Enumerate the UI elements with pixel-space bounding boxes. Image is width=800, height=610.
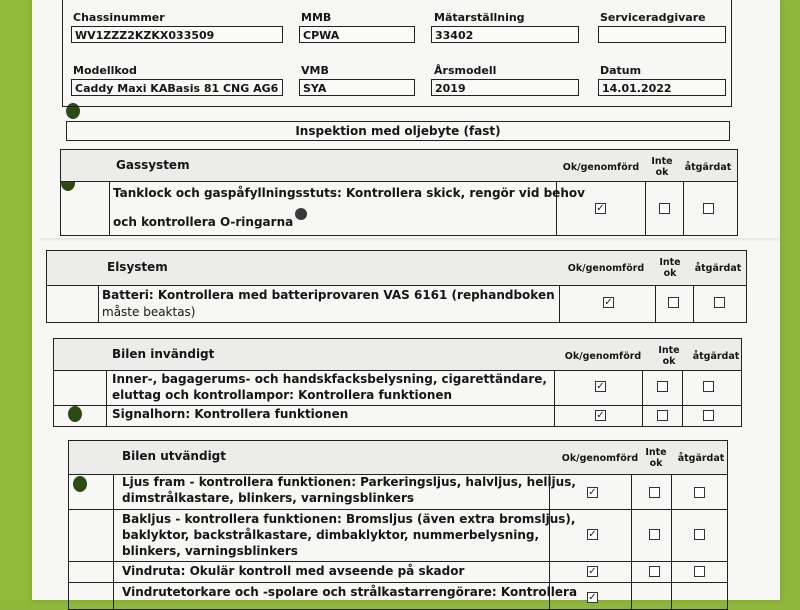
checkbox-ok[interactable]: ✓ [588,592,597,603]
row-text: blinkers, varningsblinkers [122,544,298,558]
divider [109,181,110,235]
checkbox-ok[interactable]: ✓ [588,529,597,540]
divider [671,474,672,609]
divider [113,474,114,609]
checkbox-done[interactable] [694,529,705,540]
field-datum: 14.01.2022 [598,79,726,96]
col-header-ok: Ok/genomförd [562,162,640,173]
divider [693,285,694,322]
row-text: eluttag och kontrollampor: Kontrollera funktionen [112,388,453,402]
checkbox-done[interactable] [703,381,714,392]
row-text: måste beaktas) [102,305,196,319]
divider [98,285,99,322]
checkbox-ok[interactable]: ✓ [588,566,597,577]
col-header-done: åtgärdat [677,453,725,464]
divider [554,370,555,426]
col-header-not-ok: Inte ok [659,257,681,279]
row-text: dimstrålkastare, blinkers, varningsblinkers [122,491,415,505]
row-text: baklyktor, backstrålkastare, dimbaklyktor, nummerbelysning, [122,528,540,542]
divider [655,285,656,322]
field-label-datum: Datum [600,64,642,77]
section-title: Bilen invändigt [112,347,215,361]
checkbox-not-ok[interactable] [649,566,660,577]
col-header-ok: Ok/genomförd [561,453,639,464]
col-header-done: åtgärdat [684,162,732,173]
row-divider [69,582,727,583]
section-title: Bilen utvändigt [122,449,227,463]
row-text: Bakljus - kontrollera funktionen: Bromsljus (även extra bromsljus), [122,512,576,526]
divider [682,370,683,426]
field-label-serviceradgivare: Serviceradgivare [600,11,706,24]
checkbox-ok[interactable]: ✓ [596,381,605,392]
col-header-not-ok: Inte ok [645,447,667,469]
col-header-not-ok: Inte ok [658,345,680,367]
divider [645,181,646,235]
divider [559,285,560,322]
field-modellkod: Caddy Maxi KABasis 81 CNG AG6 [71,79,283,96]
checkbox-not-ok[interactable] [659,203,670,214]
row-divider [69,561,727,562]
row-text: Batteri: Kontrollera med batteriprovaren VAS 6161 (rephandboken [102,288,555,302]
section-title: Elsystem [107,260,168,274]
checkbox-ok[interactable]: ✓ [604,297,613,308]
field-mmb: CPWA [299,26,415,43]
row-text: Vindruta: Okulär kontroll med avseende på skador [122,564,465,578]
field-matarstallning: 33402 [431,26,579,43]
checkbox-not-ok[interactable] [657,410,668,421]
checkbox-done[interactable] [694,487,705,498]
row-text: Signalhorn: Kontrollera funktionen [112,407,349,421]
section-elsystem [46,250,747,323]
checkbox-done[interactable] [703,203,714,214]
col-header-ok: Ok/genomförd [564,351,642,362]
divider [683,181,684,235]
field-label-vmb: VMB [301,64,329,77]
checkbox-not-ok[interactable] [657,381,668,392]
row-text: Vindrutetorkare och -spolare och strålkastarrengörare: Kontrollera [122,585,578,599]
col-header-done: åtgärdat [692,351,740,362]
field-vmb: SYA [299,79,415,96]
row-divider [69,509,727,510]
row-text: Ljus fram - kontrollera funktionen: Parkeringsljus, halvljus, helljus, [122,475,576,489]
field-label-chassinummer: Chassinummer [73,11,165,24]
ink-dot [295,208,307,220]
paper-fold [40,238,780,242]
field-chassinummer: WV1ZZZ2KZKX033509 [71,26,283,43]
section-bilen-invandigt [53,338,742,427]
divider [642,370,643,426]
row-text: och kontrollera O-ringarna [113,215,294,229]
field-label-arsmodell: Årsmodell [434,64,497,77]
section-bilen-utvandigt [68,440,728,610]
col-header-done: åtgärdat [694,263,742,274]
divider [106,370,107,426]
checkbox-not-ok[interactable] [649,487,660,498]
section-title: Gassystem [116,158,190,172]
checkbox-done[interactable] [714,297,725,308]
field-label-mmb: MMB [301,11,332,24]
checkbox-done[interactable] [703,410,714,421]
checkbox-done[interactable] [694,566,705,577]
field-label-modellkod: Modellkod [73,64,137,77]
checkbox-ok[interactable]: ✓ [588,487,597,498]
checkbox-not-ok[interactable] [668,297,679,308]
row-text: Tanklock och gaspåfyllningsstuts: Kontrollera skick, rengör vid behov [113,186,585,200]
inspection-banner: Inspektion med oljebyte (fast) [66,121,730,141]
checkbox-ok[interactable]: ✓ [596,410,605,421]
field-serviceradgivare [598,26,726,43]
checkbox-not-ok[interactable] [649,529,660,540]
field-arsmodell: 2019 [431,79,579,96]
divider [631,474,632,609]
checkbox-ok[interactable]: ✓ [596,203,605,214]
section-gassystem [60,149,738,236]
field-label-matarstallning: Mätarställning [434,11,525,24]
col-header-not-ok: Inte ok [651,156,673,178]
row-text: Inner-, bagagerums- och handskfacksbelysning, cigarettändare, [112,372,547,386]
col-header-ok: Ok/genomförd [567,263,645,274]
